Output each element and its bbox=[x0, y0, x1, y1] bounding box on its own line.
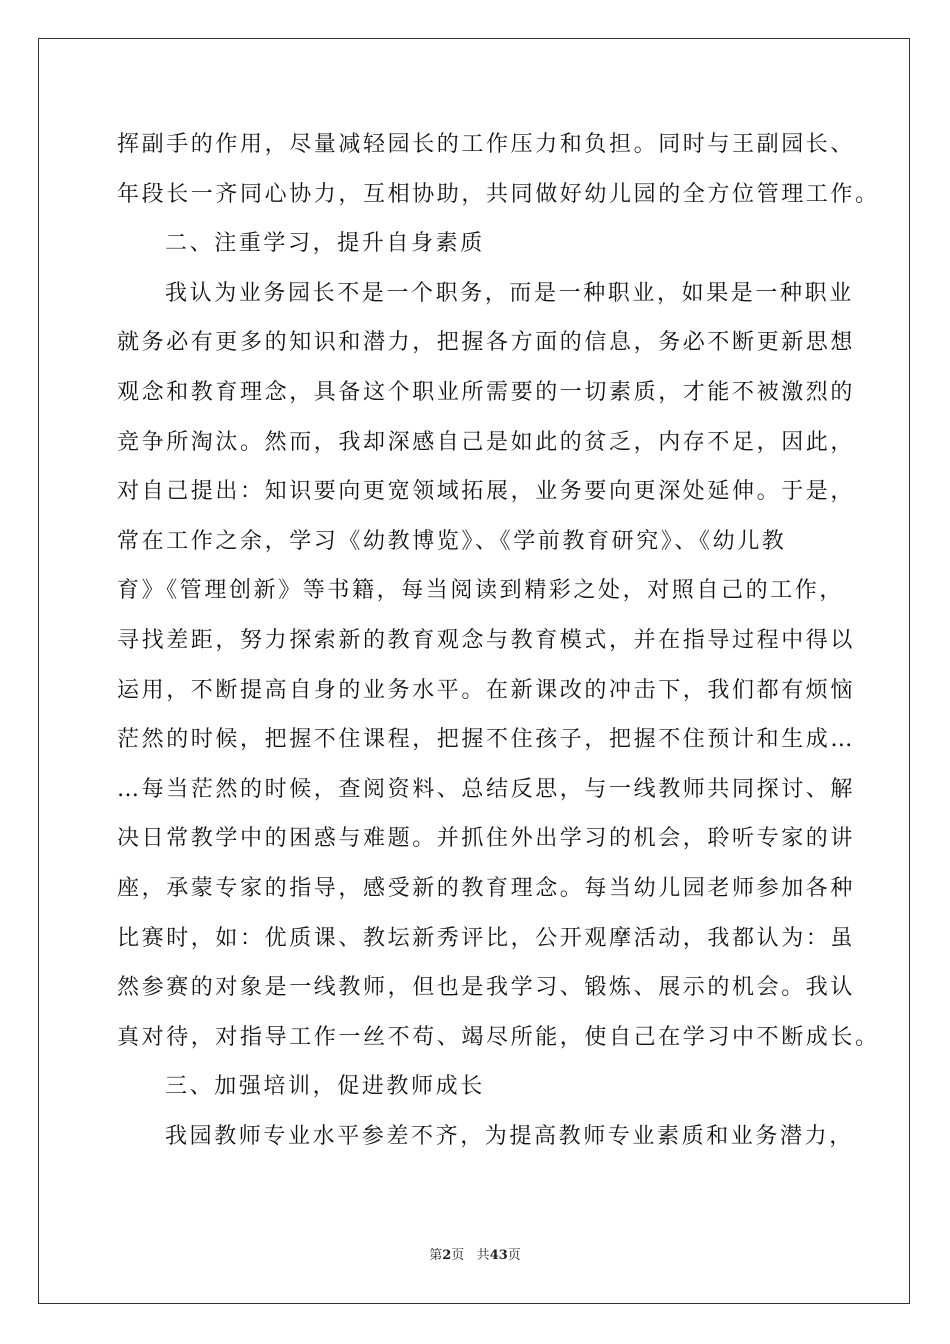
page-number: 2 bbox=[442, 1248, 452, 1263]
section-heading: 三、加强培训，促进教师成长 bbox=[165, 1074, 485, 1100]
text-line: 我认为业务园长不是一个职务，而是一种职业，如果是一种职业 bbox=[165, 280, 854, 306]
text-line: 常在工作之余，学习《幼教博览》、《学前教育研究》、《幼儿教 bbox=[117, 528, 787, 554]
section-heading: 二、注重学习，提升自身素质 bbox=[165, 231, 485, 257]
page-prefix: 第 bbox=[429, 1248, 443, 1263]
text-line: 茫然的时候，把握不住课程，把握不住孩子，把握不住预计和生成… bbox=[117, 727, 856, 753]
text-line: 挥副手的作用，尽量减轻园长的工作压力和负担。同时与王副园长、 bbox=[117, 132, 856, 157]
text-line: 就务必有更多的知识和潜力，把握各方面的信息，务必不断更新思想 bbox=[117, 330, 856, 356]
text-line: 真对待，对指导工作一丝不苟、竭尽所能，使自己在学习中不断成长。 bbox=[117, 1024, 880, 1050]
text-line: …每当茫然的时候，查阅资料、总结反思，与一线教师共同探讨、解 bbox=[117, 776, 856, 802]
page-footer bbox=[0, 1244, 950, 1263]
text-line: 决日常教学中的困惑与难题。并抓住外出学习的机会，聆听专家的讲 bbox=[117, 826, 856, 852]
text-line: 运用，不断提高自身的业务水平。在新课改的冲击下，我们都有烦恼 bbox=[117, 677, 856, 703]
total-prefix: 共 bbox=[476, 1248, 490, 1263]
text-line: 我园教师专业水平参差不齐，为提高教师专业素质和业务潜力， bbox=[165, 1123, 854, 1149]
text-line: 寻找差距，努力探索新的教育观念与教育模式，并在指导过程中得以 bbox=[117, 627, 856, 653]
page-suffix: 页 bbox=[451, 1248, 465, 1263]
text-line: 比赛时，如：优质课、教坛新秀评比，公开观摩活动，我都认为：虽 bbox=[117, 925, 856, 951]
text-line: 然参赛的对象是一线教师，但也是我学习、锻炼、展示的机会。我认 bbox=[117, 975, 856, 1001]
text-line: 对自己提出：知识要向更宽领域拓展，业务要向更深处延伸。于是， bbox=[117, 479, 856, 505]
total-suffix: 页 bbox=[507, 1248, 521, 1263]
text-line: 观念和教育理念，具备这个职业所需要的一切素质，才能不被激烈的 bbox=[117, 379, 856, 405]
text-line: 育》《管理创新》等书籍，每当阅读到精彩之处，对照自己的工作， bbox=[117, 578, 845, 604]
total-pages: 43 bbox=[489, 1248, 508, 1263]
document-body bbox=[117, 120, 880, 1161]
text-line: 年段长一齐同心协力，互相协助，共同做好幼儿园的全方位管理工作。 bbox=[117, 181, 880, 207]
text-line: 竞争所淘汰。然而，我却深感自己是如此的贫乏，内存不足，因此， bbox=[117, 429, 856, 455]
text-line: 座，承蒙专家的指导，感受新的教育理念。每当幼儿园老师参加各种 bbox=[117, 875, 856, 901]
